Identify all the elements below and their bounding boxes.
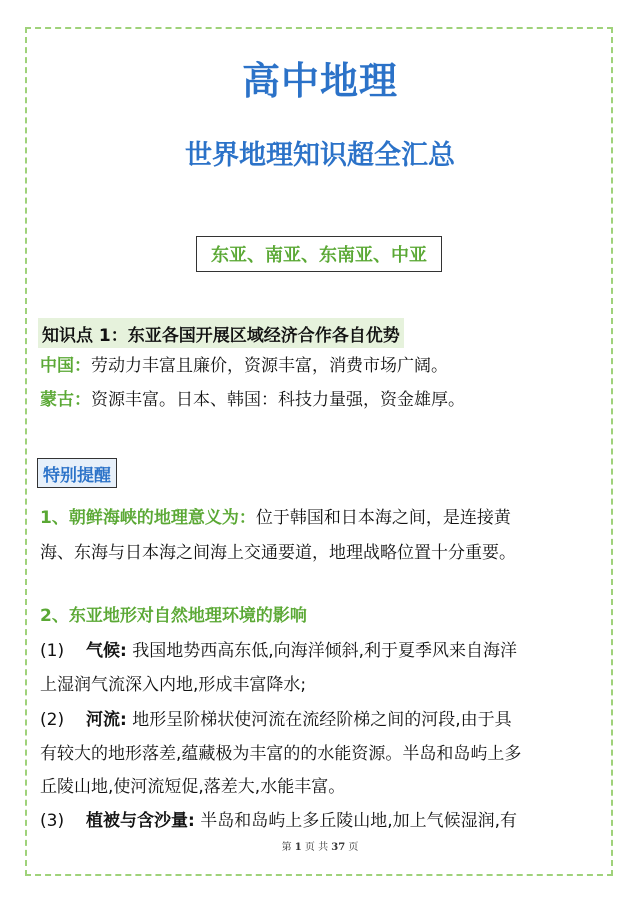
item1-line1 — [40, 503, 511, 528]
river-number: (2) — [40, 710, 65, 730]
china-line — [40, 351, 448, 376]
item1-text-1: 位于韩国和日本海之间，是连接黄 — [255, 508, 511, 528]
item1-label: 1、朝鲜海峡的地理意义为： — [40, 508, 256, 528]
item1-line2: 海、东海与日本海之间海上交通要道，地理战略位置十分重要。 — [40, 543, 516, 563]
china-label: 中国： — [40, 356, 91, 376]
climate-line2: 上湿润气流深入内地,形成丰富降水; — [40, 675, 307, 695]
footer-suffix: 页 — [348, 842, 359, 853]
footer-prefix: 第 — [281, 842, 292, 853]
river-line3: 丘陵山地,使河流短促,落差大,水能丰富。 — [40, 777, 346, 797]
mongolia-line — [40, 385, 465, 410]
page-title: 高中地理 — [241, 59, 398, 103]
item2-heading: 2、东亚地形对自然地理环境的影响 — [40, 606, 307, 626]
river-text-1: 地形呈阶梯状使河流在流经阶梯之间的河段,由于具 — [132, 710, 512, 730]
vegetation-line1 — [40, 806, 517, 831]
vegetation-number: (3) — [40, 811, 65, 831]
climate-line1 — [40, 636, 517, 661]
knowledge-point-heading: 知识点 1：东亚各国开展区域经济合作各自优势 — [38, 318, 404, 348]
mongolia-label: 蒙古： — [40, 390, 91, 410]
climate-label: 气候: — [86, 641, 127, 661]
river-line2: 有较大的地形落差,蕴藏极为丰富的的水能资源。半岛和岛屿上多 — [40, 744, 522, 764]
vegetation-label: 植被与含沙量: — [86, 811, 195, 831]
china-text: 劳动力丰富且廉价，资源丰富，消费市场广阔。 — [91, 356, 448, 376]
footer-middle: 页 共 — [304, 842, 329, 853]
vegetation-text-1: 半岛和岛屿上多丘陵山地,加上气候湿润,有 — [200, 811, 518, 831]
footer-total-pages: 37 — [331, 842, 346, 853]
footer-page-number: 1 — [294, 842, 302, 853]
page-footer — [0, 838, 640, 853]
river-label: 河流: — [86, 710, 127, 730]
page-subtitle: 世界地理知识超全汇总 — [185, 140, 455, 171]
region-heading-box: 东亚、南亚、东南亚、中亚 — [196, 236, 442, 272]
mongolia-text: 资源丰富。日本、韩国：科技力量强，资金雄厚。 — [91, 390, 465, 410]
river-line1 — [40, 705, 512, 730]
climate-text-1: 我国地势西高东低,向海洋倾斜,利于夏季风来自海洋 — [132, 641, 518, 661]
climate-number: (1) — [40, 641, 65, 661]
special-note-box: 特别提醒 — [37, 458, 117, 488]
